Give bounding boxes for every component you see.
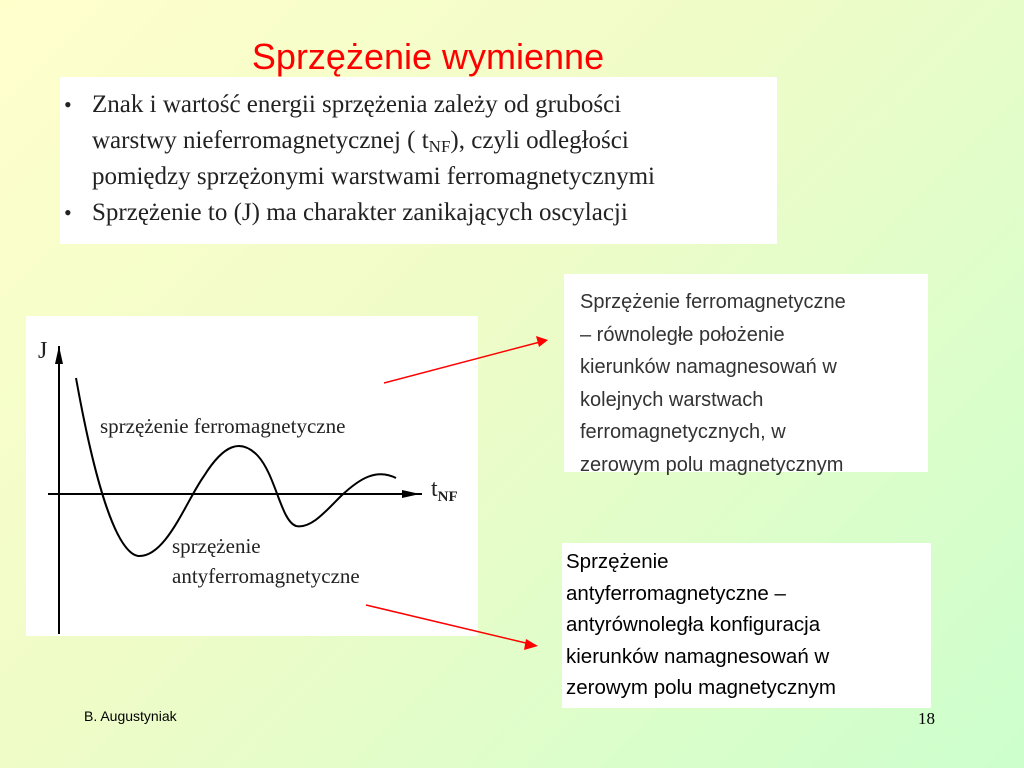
description-line: antyferromagnetyczne – [566, 581, 786, 605]
description-line: antyrównoległa konfiguracja [566, 613, 821, 636]
arrow-head-icon [536, 336, 548, 347]
bullet-line: Sprzężenie to (J) ma charakter zanikających oscylacji [92, 199, 628, 226]
bullet-line: Znak i wartość energii sprzężenia zależy od grubości [92, 91, 622, 118]
description-line: ferromagnetycznych, w [580, 421, 786, 443]
arrow-to-ferro-box [384, 342, 540, 383]
description-line: kierunków namagnesowań w [566, 644, 830, 668]
bullet-dot-icon: • [64, 200, 72, 225]
arrow-to-anti-box [366, 605, 530, 644]
y-axis-label: J [38, 338, 48, 364]
description-line: zerowym polu magnetycznym [566, 676, 837, 699]
description-line: Sprzężenie [566, 550, 669, 573]
page-number: 18 [918, 709, 935, 728]
bullet-line: pomiędzy sprzężonymi warstwami ferromagnetycznymi [92, 163, 656, 190]
label-ferromagnetic: sprzężenie ferromagnetyczne [100, 414, 346, 438]
label-antiferromagnetic-2: antyferromagnetyczne [172, 564, 360, 588]
slide-title: Sprzężenie wymienne [251, 36, 605, 77]
footer-author: B. Augustyniak [84, 708, 177, 724]
bullet-line: warstwy nieferromagnetycznej ( $t_{NF}$), czyli odległości [92, 127, 629, 156]
description-line: kolejnych warstwach [580, 388, 764, 411]
description-line: zerowym polu magnetycznym [580, 453, 844, 476]
description-line: Sprzężenie ferromagnetyczne [580, 291, 846, 313]
label-antiferromagnetic-1: sprzężenie [172, 534, 261, 558]
description-line: – równoległe położenie [580, 323, 785, 346]
bullet-dot-icon: • [64, 92, 72, 117]
description-line: kierunków namagnesowań w [580, 356, 837, 378]
arrow-head-icon [524, 639, 538, 650]
x-axis-label: $t_{NF}$ [431, 476, 458, 505]
